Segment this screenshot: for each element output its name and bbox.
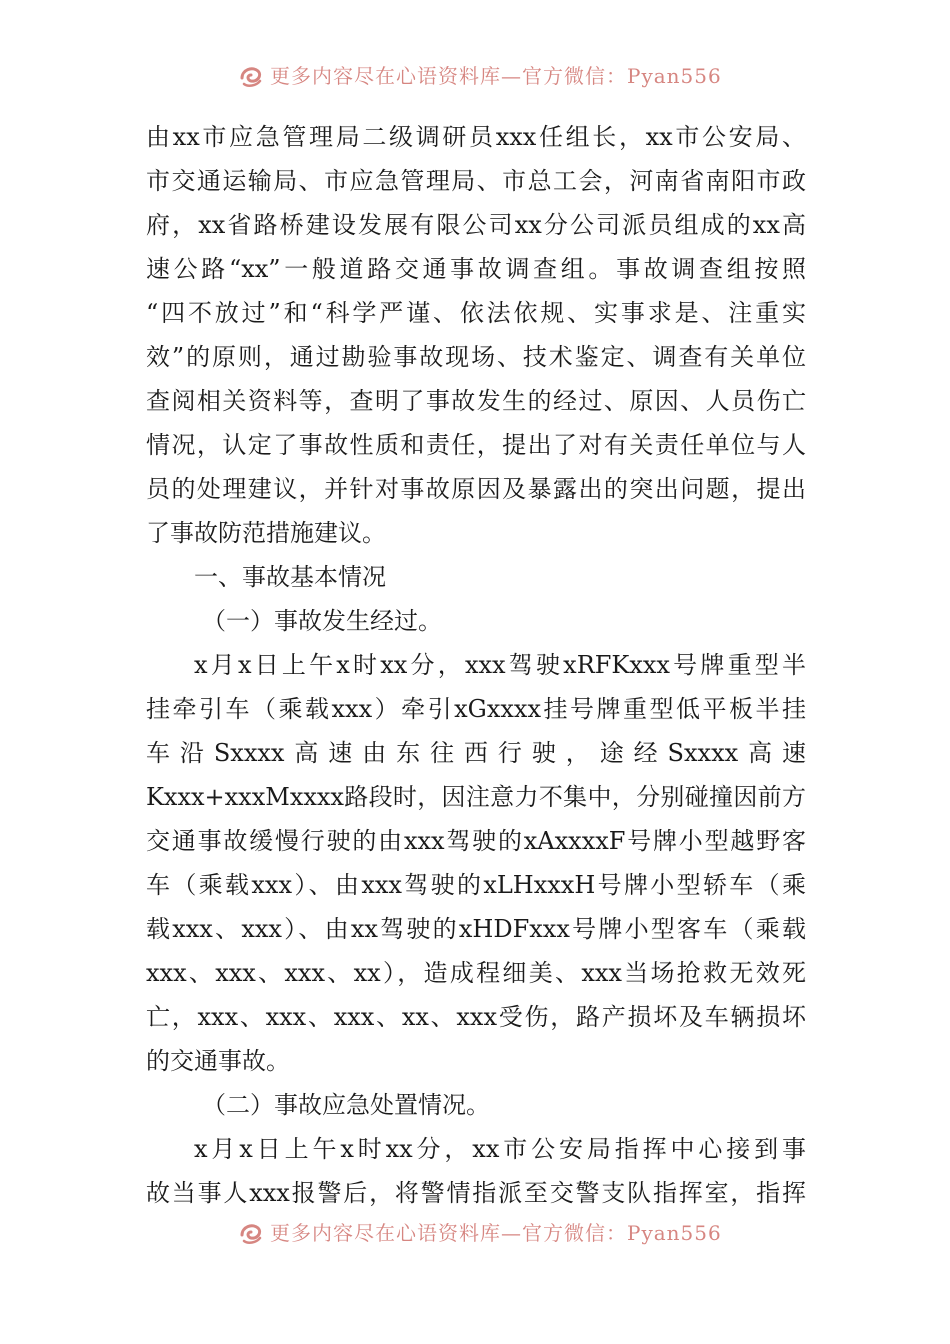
text-line: 故当事人xxx报警后，将警情指派至交警支队指挥室，指挥 xyxy=(146,1179,806,1207)
text-line: x月x日上午x时xx分，xx市公安局指挥中心接到事 xyxy=(194,1135,806,1163)
text-line: 载xxx、xxx）、由xx驾驶的xHDFxxx号牌小型客车（乘载 xyxy=(146,915,806,943)
watermark-top xyxy=(0,50,950,90)
paragraph-emergency-response xyxy=(146,1127,806,1215)
subsection-heading: （一）事故发生经过。 xyxy=(202,607,442,635)
text-line: 了事故防范措施建议。 xyxy=(146,519,386,547)
watermark-text: 更多内容尽在心语资料库—官方微信：Pyan556 xyxy=(270,64,722,88)
text-line: Kxxx+xxxMxxxx路段时，因注意力不集中，分别碰撞因前方 xyxy=(146,783,806,811)
text-line: 交通事故缓慢行驶的由xxx驾驶的xAxxxxF号牌小型越野客 xyxy=(146,827,806,855)
watermark-text: 更多内容尽在心语资料库—官方微信：Pyan556 xyxy=(270,1221,722,1245)
paragraph-intro xyxy=(146,115,806,555)
text-line: 市交通运输局、市应急管理局、市总工会，河南省南阳市政 xyxy=(146,167,806,195)
paragraph-accident-process xyxy=(146,643,806,1083)
text-line: 挂牵引车（乘载xxx）牵引xGxxxx挂号牌重型低平板半挂 xyxy=(146,695,806,723)
text-line: xxx、xxx、xxx、xx），造成程细美、xxx当场抢救无效死 xyxy=(146,959,806,987)
text-line: 效”的原则，通过勘验事故现场、技术鉴定、调查有关单位 xyxy=(146,343,806,371)
document-body xyxy=(146,115,806,1215)
section-heading: 一、事故基本情况 xyxy=(194,563,386,591)
text-line: 情况，认定了事故性质和责任，提出了对有关责任单位与人 xyxy=(146,431,806,459)
text-line: “四不放过”和“科学严谨、依法依规、实事求是、注重实 xyxy=(146,299,806,327)
text-line: 亡，xxx、xxx、xxx、xx、xxx受伤，路产损坏及车辆损坏 xyxy=(146,1003,806,1031)
subsection-heading: （二）事故应急处置情况。 xyxy=(202,1091,490,1119)
text-line: 车沿Sxxxx高速由东往西行驶，途经Sxxxx高速 xyxy=(146,739,806,767)
text-line: 由xx市应急管理局二级调研员xxx任组长，xx市公安局、 xyxy=(146,123,806,151)
swirl-logo-icon xyxy=(238,1219,264,1245)
text-line: 员的处理建议，并针对事故原因及暴露出的突出问题，提出 xyxy=(146,475,806,503)
text-line: 的交通事故。 xyxy=(146,1047,290,1075)
swirl-logo-icon xyxy=(238,62,264,88)
text-line: x月x日上午x时xx分，xxx驾驶xRFKxxx号牌重型半 xyxy=(194,651,806,679)
text-line: 查阅相关资料等，查明了事故发生的经过、原因、人员伤亡 xyxy=(146,387,806,415)
watermark-bottom xyxy=(0,1207,950,1247)
text-line: 车（乘载xxx）、由xxx驾驶的xLHxxxH号牌小型轿车（乘 xyxy=(146,871,806,899)
text-line: 速公路“xx”一般道路交通事故调查组。事故调查组按照 xyxy=(146,255,806,283)
text-line: 府，xx省路桥建设发展有限公司xx分公司派员组成的xx高 xyxy=(146,211,806,239)
